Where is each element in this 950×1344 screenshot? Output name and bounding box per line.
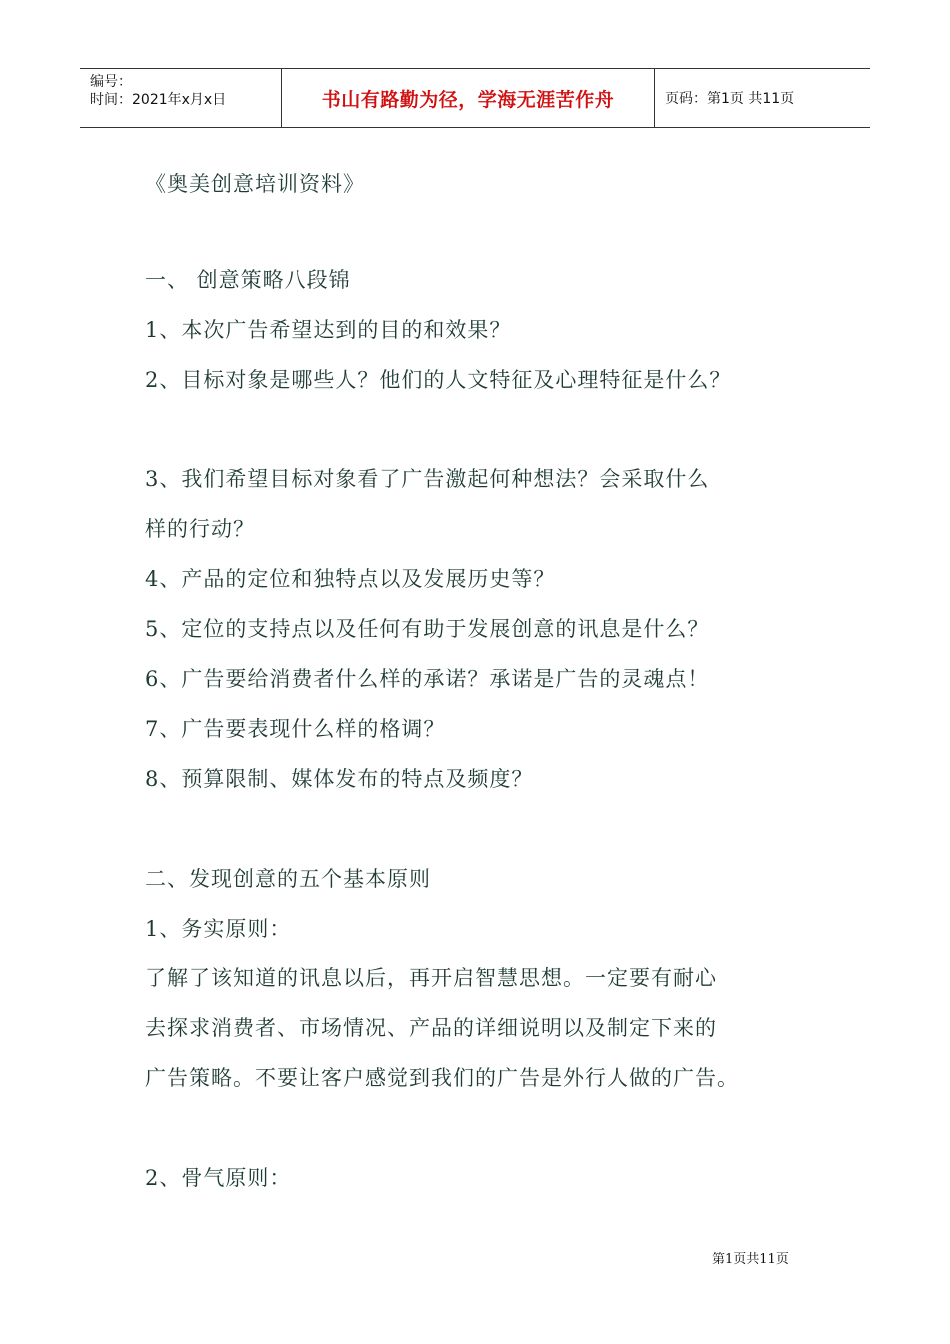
list-item-continuation: 样的行动？ <box>145 517 255 541</box>
paragraph-line: 广告策略。不要让客户感觉到我们的广告是外行人做的广告。 <box>145 1066 739 1090</box>
header-motto: 书山有路勤为径，学海无涯苦作舟 <box>282 69 655 127</box>
header-meta-cell <box>80 69 282 127</box>
list-item: 5、定位的支持点以及任何有助于发展创意的讯息是什么？ <box>145 617 710 641</box>
list-item: 1、本次广告希望达到的目的和效果？ <box>145 318 512 342</box>
page-footer: 第1页共11页 <box>712 1252 789 1267</box>
list-item: 6、广告要给消费者什么样的承诺？承诺是广告的灵魂点！ <box>145 667 710 691</box>
section-heading: 一、 创意策略八段锦 <box>145 268 351 292</box>
list-item: 8、预算限制、媒体发布的特点及频度？ <box>145 767 534 791</box>
paragraph-line: 了解了该知道的讯息以后，再开启智慧思想。一定要有耐心 <box>145 966 717 990</box>
paragraph-line: 去探求消费者、市场情况、产品的详细说明以及制定下来的 <box>145 1016 717 1040</box>
list-item: 3、我们希望目标对象看了广告激起何种想法？会采取什么 <box>145 467 710 491</box>
list-item: 4、产品的定位和独特点以及发展历史等？ <box>145 567 556 591</box>
header-page-info: 页码：第1页 共11页 <box>665 91 795 107</box>
list-item: 2、目标对象是哪些人？他们的人文特征及心理特征是什么？ <box>145 368 732 392</box>
number-label: 编号： <box>90 74 132 90</box>
document-title: 《奥美创意培训资料》 <box>145 172 365 196</box>
list-item: 7、广告要表现什么样的格调？ <box>145 717 446 741</box>
section-heading: 二、发现创意的五个基本原则 <box>145 867 431 891</box>
document-header <box>80 68 870 128</box>
list-item: 2、骨气原则： <box>145 1166 292 1190</box>
time-label: 时间：2021年x月x日 <box>90 92 227 108</box>
list-item: 1、务实原则： <box>145 917 292 941</box>
